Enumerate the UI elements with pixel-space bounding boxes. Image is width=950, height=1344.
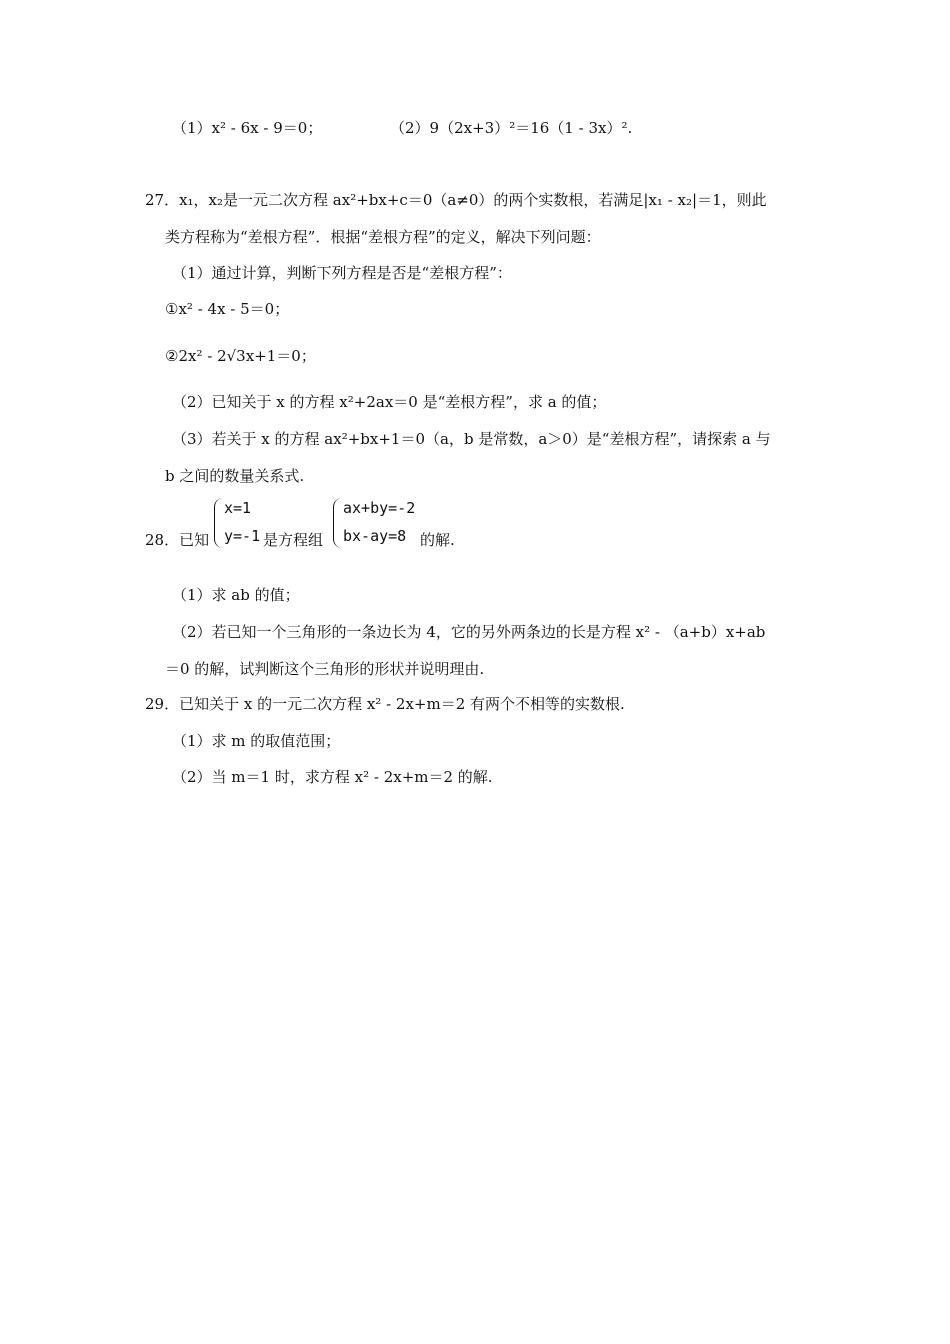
system-brace <box>333 498 342 548</box>
q27-eq2: ②2x² - 2√3x+1＝0； <box>165 347 316 365</box>
q28-middle: 是方程组 <box>263 531 324 549</box>
q27-eq1: ①x² - 4x - 5＝0； <box>165 300 290 318</box>
q27-part3-line1: （3）若关于 x 的方程 ax²+bx+1＝0（a，b 是常数，a＞0）是“差根方程”，请探索 a 与 <box>172 430 771 448</box>
system-row-2: bx-ay=8 <box>343 527 407 545</box>
q28-suffix: 的解. <box>420 531 455 549</box>
q28-part2-line1: （2）若已知一个三角形的一条边长为 4，它的另外两条边的长是方程 x² - （a+b）x+ab <box>172 623 766 641</box>
solution-row-x: x=1 <box>224 499 252 517</box>
q28-prefix: 28．已知 <box>145 531 210 549</box>
q27-part1: （1）通过计算，判断下列方程是否是“差根方程”： <box>172 264 512 282</box>
q26-part2: （2）9（2x+3）²＝16（1 - 3x）². <box>390 119 633 137</box>
q26-part1: （1）x² - 6x - 9＝0； <box>172 119 323 137</box>
q27-part2: （2）已知关于 x 的方程 x²+2ax＝0 是“差根方程”，求 a 的值； <box>172 393 607 411</box>
q27-line1: 27．x₁，x₂是一元二次方程 ax²+bx+c＝0（a≠0）的两个实数根，若满足|x₁ - x₂|＝1，则此 <box>145 191 767 209</box>
q29-part2: （2）当 m＝1 时，求方程 x² - 2x+m＝2 的解. <box>172 768 493 786</box>
q28-part1: （1）求 ab 的值； <box>172 586 300 604</box>
system-row-1: ax+by=-2 <box>343 499 416 517</box>
q28-part2-line2: ＝0 的解，试判断这个三角形的形状并说明理由. <box>165 660 485 678</box>
q29-part1: （1）求 m 的取值范围； <box>172 732 341 750</box>
q27-line2: 类方程称为“差根方程”．根据“差根方程”的定义，解决下列问题： <box>165 228 601 246</box>
q27-part3-line2: b 之间的数量关系式. <box>165 467 305 485</box>
solution-brace <box>214 498 223 548</box>
solution-row-y: y=-1 <box>224 527 261 545</box>
q29-line1: 29．已知关于 x 的一元二次方程 x² - 2x+m＝2 有两个不相等的实数根. <box>145 695 625 713</box>
